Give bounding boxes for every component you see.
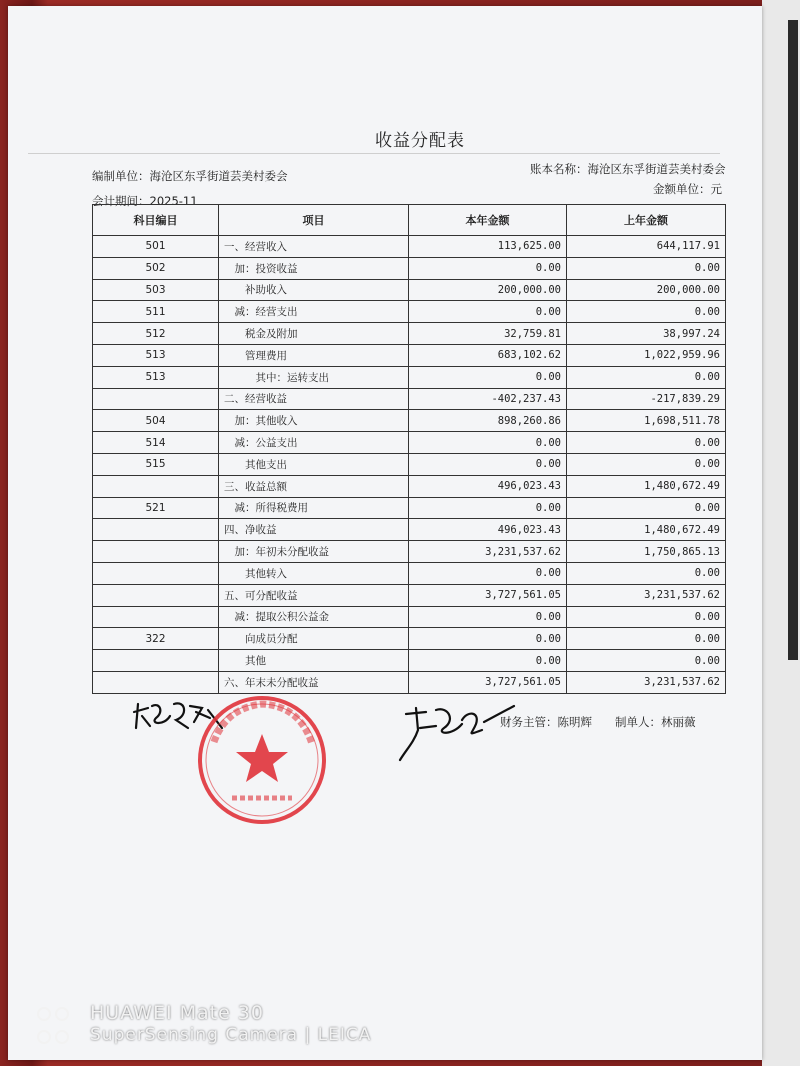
row-code: 515 xyxy=(93,453,219,475)
row-code xyxy=(93,650,219,672)
row-current-amount: 0.00 xyxy=(409,606,567,628)
row-current-amount: 0.00 xyxy=(409,562,567,584)
row-previous-amount: 1,480,672.49 xyxy=(567,475,726,497)
document-title: 收益分配表 xyxy=(375,131,465,151)
row-code: 513 xyxy=(93,344,219,366)
row-code: 322 xyxy=(93,628,219,650)
row-previous-amount: 0.00 xyxy=(567,301,726,323)
account-label: 账本名称：海沧区东孚街道芸美村委会 xyxy=(530,162,726,176)
adjacent-paper xyxy=(762,0,800,1066)
table-row xyxy=(93,584,726,606)
table-row xyxy=(93,671,726,693)
row-item: 其他 xyxy=(219,650,409,672)
table-row xyxy=(93,541,726,563)
row-current-amount: 0.00 xyxy=(409,366,567,388)
row-current-amount: 0.00 xyxy=(409,497,567,519)
finance-supervisor-label: 财务主管：陈明辉 xyxy=(500,715,592,729)
row-item: 一、经营收入 xyxy=(219,236,409,258)
row-item: 减：提取公积公益金 xyxy=(219,606,409,628)
camera-logo-icon xyxy=(36,1006,72,1022)
table-row xyxy=(93,475,726,497)
row-previous-amount: 0.00 xyxy=(567,628,726,650)
table-row xyxy=(93,410,726,432)
row-previous-amount: -217,839.29 xyxy=(567,388,726,410)
row-current-amount: 3,727,561.05 xyxy=(409,584,567,606)
row-code: 503 xyxy=(93,279,219,301)
row-previous-amount: 0.00 xyxy=(567,562,726,584)
table-row xyxy=(93,388,726,410)
table-row xyxy=(93,497,726,519)
row-current-amount: 0.00 xyxy=(409,650,567,672)
row-code xyxy=(93,606,219,628)
income-distribution-table xyxy=(92,204,726,694)
row-current-amount: 0.00 xyxy=(409,628,567,650)
table-row xyxy=(93,562,726,584)
row-previous-amount: 0.00 xyxy=(567,366,726,388)
sensor-logo-icon xyxy=(36,1029,72,1045)
row-item: 减：经营支出 xyxy=(219,301,409,323)
row-current-amount: 3,231,537.62 xyxy=(409,541,567,563)
row-code xyxy=(93,519,219,541)
row-item: 四、净收益 xyxy=(219,519,409,541)
row-current-amount: 898,260.86 xyxy=(409,410,567,432)
row-current-amount: 0.00 xyxy=(409,453,567,475)
table-row xyxy=(93,344,726,366)
row-current-amount: 0.00 xyxy=(409,432,567,454)
row-previous-amount: 1,022,959.96 xyxy=(567,344,726,366)
row-item: 其中：运转支出 xyxy=(219,366,409,388)
header-code: 科目编目 xyxy=(93,205,219,236)
row-item: 三、收益总额 xyxy=(219,475,409,497)
table-header-row xyxy=(93,205,726,236)
row-previous-amount: 0.00 xyxy=(567,497,726,519)
row-code: 502 xyxy=(93,257,219,279)
title-rule xyxy=(28,153,720,154)
row-current-amount: 496,023.43 xyxy=(409,519,567,541)
row-previous-amount: 0.00 xyxy=(567,432,726,454)
table-row xyxy=(93,366,726,388)
table-row xyxy=(93,257,726,279)
row-item: 补助收入 xyxy=(219,279,409,301)
row-code: 511 xyxy=(93,301,219,323)
row-previous-amount: 0.00 xyxy=(567,650,726,672)
row-item: 其他支出 xyxy=(219,453,409,475)
row-item: 税金及附加 xyxy=(219,323,409,345)
row-code xyxy=(93,541,219,563)
row-previous-amount: 200,000.00 xyxy=(567,279,726,301)
row-item: 六、年末未分配收益 xyxy=(219,671,409,693)
row-item: 减：所得税费用 xyxy=(219,497,409,519)
row-code: 521 xyxy=(93,497,219,519)
row-current-amount: 113,625.00 xyxy=(409,236,567,258)
row-code: 504 xyxy=(93,410,219,432)
row-item: 加：投资收益 xyxy=(219,257,409,279)
row-current-amount: 32,759.81 xyxy=(409,323,567,345)
header-item: 项目 xyxy=(219,205,409,236)
row-item: 减：公益支出 xyxy=(219,432,409,454)
row-code xyxy=(93,562,219,584)
row-current-amount: 3,727,561.05 xyxy=(409,671,567,693)
row-code: 514 xyxy=(93,432,219,454)
table-row xyxy=(93,279,726,301)
row-code: 512 xyxy=(93,323,219,345)
row-previous-amount: 0.00 xyxy=(567,606,726,628)
row-item: 其他转入 xyxy=(219,562,409,584)
row-item: 加：其他收入 xyxy=(219,410,409,432)
table-row xyxy=(93,323,726,345)
row-previous-amount: 0.00 xyxy=(567,453,726,475)
row-item: 二、经营收益 xyxy=(219,388,409,410)
table-row xyxy=(93,453,726,475)
header-current-year: 本年金额 xyxy=(409,205,567,236)
table-row xyxy=(93,650,726,672)
table-row xyxy=(93,236,726,258)
row-current-amount: 683,102.62 xyxy=(409,344,567,366)
row-code xyxy=(93,475,219,497)
table-row xyxy=(93,628,726,650)
currency-label: 金额单位：元 xyxy=(653,182,722,196)
signature-middle xyxy=(396,700,516,765)
row-previous-amount: 644,117.91 xyxy=(567,236,726,258)
table-row xyxy=(93,519,726,541)
row-current-amount: 200,000.00 xyxy=(409,279,567,301)
row-code xyxy=(93,584,219,606)
header-previous-year: 上年金额 xyxy=(567,205,726,236)
row-previous-amount: 3,231,537.62 xyxy=(567,584,726,606)
row-item: 加：年初未分配收益 xyxy=(219,541,409,563)
row-item: 管理费用 xyxy=(219,344,409,366)
row-previous-amount: 38,997.24 xyxy=(567,323,726,345)
unit-label: 编制单位：海沧区东孚街道芸美村委会 xyxy=(92,169,288,183)
row-code: 501 xyxy=(93,236,219,258)
row-current-amount: 496,023.43 xyxy=(409,475,567,497)
row-item: 向成员分配 xyxy=(219,628,409,650)
row-code xyxy=(93,388,219,410)
table-row xyxy=(93,606,726,628)
row-previous-amount: 1,698,511.78 xyxy=(567,410,726,432)
table-row xyxy=(93,301,726,323)
row-previous-amount: 1,750,865.13 xyxy=(567,541,726,563)
table-row xyxy=(93,432,726,454)
watermark-line2: SuperSensing Camera | LEICA xyxy=(90,1025,372,1045)
row-current-amount: 0.00 xyxy=(409,301,567,323)
watermark-line1: HUAWEI Mate 30 xyxy=(90,1002,264,1024)
preparer-label: 制单人：林丽薇 xyxy=(615,715,696,729)
row-previous-amount: 1,480,672.49 xyxy=(567,519,726,541)
period-label: 会计期间：2025-11 xyxy=(92,194,198,208)
row-current-amount: -402,237.43 xyxy=(409,388,567,410)
row-previous-amount: 0.00 xyxy=(567,257,726,279)
row-code: 513 xyxy=(93,366,219,388)
row-previous-amount: 3,231,537.62 xyxy=(567,671,726,693)
official-stamp xyxy=(192,690,332,830)
row-item: 五、可分配收益 xyxy=(219,584,409,606)
row-current-amount: 0.00 xyxy=(409,257,567,279)
